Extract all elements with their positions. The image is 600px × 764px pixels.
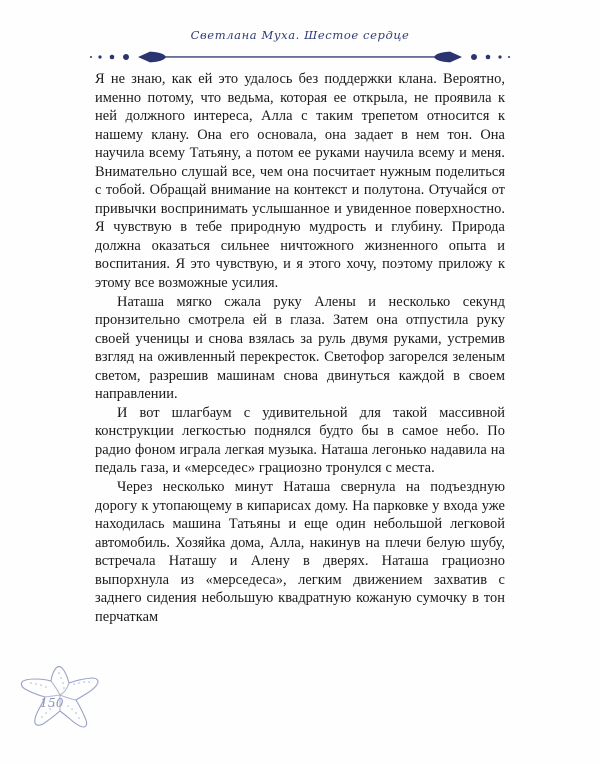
paragraph: Я не знаю, как ей это удалось без поддержки клана. Вероятно, именно потому, что ведьма, которая ее открыла, не проявила к ней должного интереса, Алла с таким трепетом относится к нашему клану. Она его основала, она задает в нем тон. Она научила всему Татьяну, а потом ее руками научила всему и меня. Внимательно слушай все, чем она посчитает нужным поделиться с тобой. Обращай внимание на контекст и полутона. Отучайся от привычки воспринимать услышанное и увиденное поверхностно. Я чувствую в тебе природную мудрость и глубину. Природа должна оказаться сильнее ничтожного жизненного опыта и воспитания. Я это чувствую, и я этого хочу, поэтому приложу к этому все возможные усилия. xyxy=(95,71,505,292)
page-number: 150 xyxy=(40,696,64,710)
ornamental-divider-icon xyxy=(88,50,512,64)
paragraph: И вот шлагбаум с удивительной для такой массивной конструкции легкостью поднялся будто бы в самое небо. По радио фоном играла легкая музыка. Наташа легонько надавила на педаль газа, и «мерседес» грациозно тронулся с места. xyxy=(95,404,505,477)
starfish-icon xyxy=(18,662,126,754)
running-head: Светлана Муха. Шестое сердце xyxy=(190,28,410,42)
paragraph: Через несколько минут Наташа свернула на подъездную дорогу к утопающему в кипарисах дому. На парковке у входа уже находилась машина Татьяны и еще один небольшой легковой автомобиль. Хозяйка дома, Алла, накинув на плечи белую шубу, встречала Наташу и Алену в дверях. Наташа грациозно выпорхнула из «мерседеса», легким движением захватив с заднего сидения небольшую квадратную кожаную сумочку в тон перчаткам xyxy=(95,479,505,625)
body-text-column xyxy=(95,70,505,626)
paragraph: Наташа мягко сжала руку Алены и несколько секунд пронзительно смотрела ей в глаза. Затем она отпустила руку своей ученицы и снова взялась за руль двумя руками, устремив взгляд на оживленный перекресток. Светофор загорелся зеленым светом, разрешив машинам снова двинуться каждой в своем направлении. xyxy=(95,293,505,403)
